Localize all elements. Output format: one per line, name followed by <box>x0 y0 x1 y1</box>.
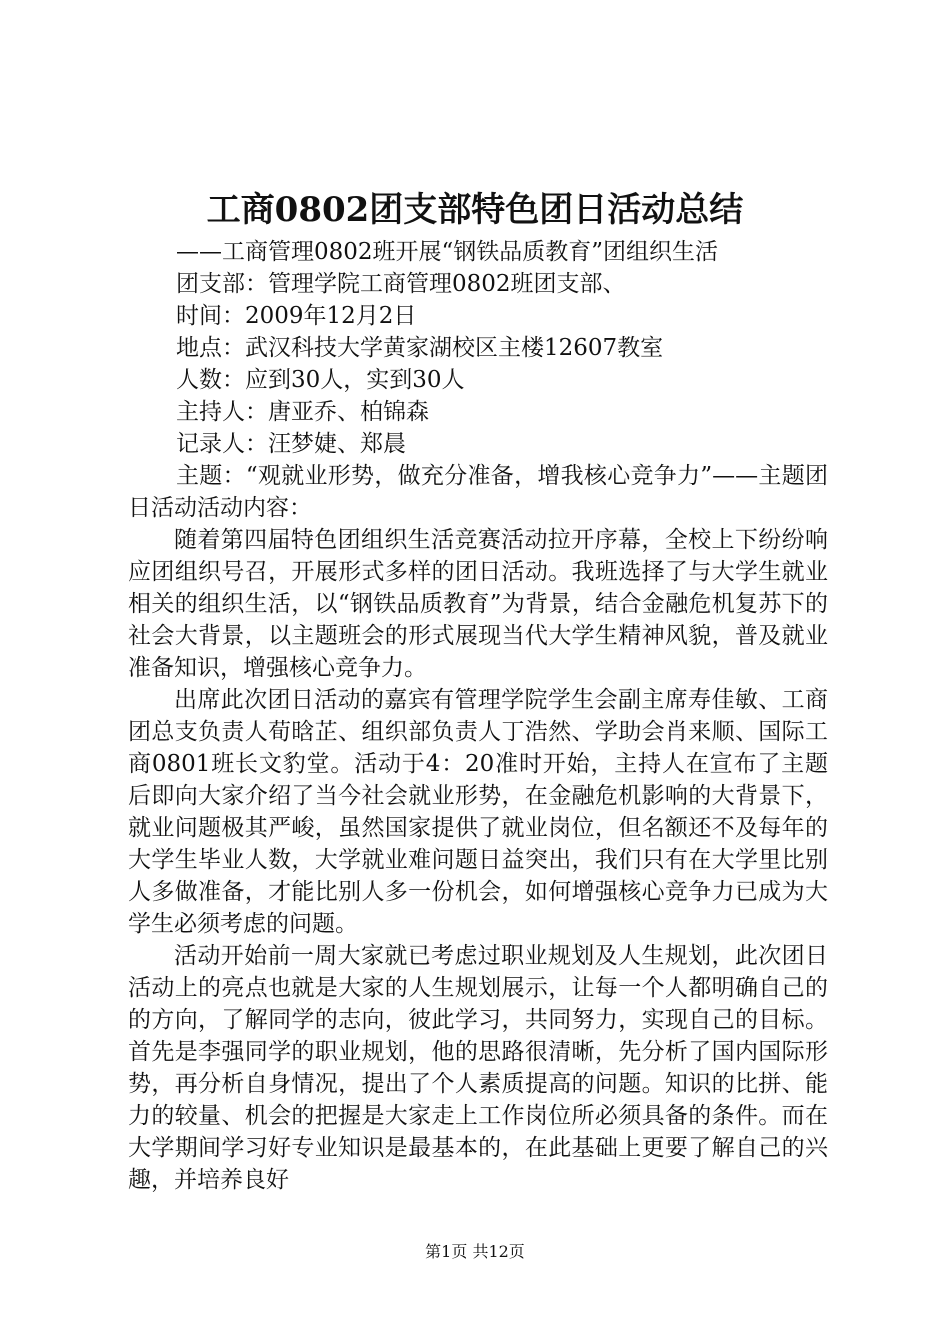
info-branch: 团支部：管理学院工商管理0802班团支部、 <box>176 271 626 297</box>
info-theme: 主题：“观就业形势，做充分准备，增我核心竞争力”——主题团日活动活动内容： <box>128 463 828 521</box>
paragraph-2: 出席此次团日活动的嘉宾有管理学院学生会副主席寿佳敏、工商团总支负责人荀晗芷、组织部负责人丁浩然、学助会肖来顺、国际工商0801班长文豹堂。活动于4：20准时开始，主持人在宣布了主题后即向大家介绍了当今社会就业形势，在金融危机影响的大背景下，就业问题极其严峻，虽然国家提供了就业岗位，但名额还不及每年的大学生毕业人数，大学就业难问题日益突出，我们只有在大学里比别人多做准备，才能比别人多一份机会，如何增强核心竞争力已成为大学生必须考虑的问题。 <box>128 687 828 937</box>
paragraph-1: 随着第四届特色团组织生活竞赛活动拉开序幕，全校上下纷纷响应团组织号召，开展形式多样的团日活动。我班选择了与大学生就业相关的组织生活，以“钢铁品质教育”为背景，结合金融危机复苏下的社会大背景，以主题班会的形式展现当代大学生精神风貌，普及就业准备知识，增强核心竞争力。 <box>128 527 828 681</box>
info-location: 地点：武汉科技大学黄家湖校区主楼12607教室 <box>176 335 664 361</box>
paragraph-3: 活动开始前一周大家就已考虑过职业规划及人生规划，此次团日活动上的亮点也就是大家的人生规划展示，让每一个人都明确自己的的方向，了解同学的志向，彼此学习，共同努力，实现自己的目标。首先是李强同学的职业规划，他的思路很清晰，先分析了国内国际形势，再分析自身情况，提出了个人素质提高的问题。知识的比拼、能力的较量、机会的把握是大家走上工作岗位所必须具备的条件。而在大学期间学习好专业知识是最基本的，在此基础上更要了解自己的兴趣，并培养良好 <box>128 943 828 1193</box>
document-body <box>128 236 828 1196</box>
info-recorder: 记录人：汪梦婕、郑晨 <box>176 431 406 457</box>
info-time: 时间：2009年12月2日 <box>176 303 417 329</box>
page-footer: 第1页 共12页 <box>425 1242 525 1261</box>
document-title: 工商0802团支部特色团日活动总结 <box>206 190 744 230</box>
subtitle-line: ——工商管理0802班开展“钢铁品质教育”团组织生活 <box>176 239 719 265</box>
info-host: 主持人：唐亚乔、柏锦森 <box>176 399 429 425</box>
info-attendance: 人数：应到30人，实到30人 <box>176 367 465 393</box>
